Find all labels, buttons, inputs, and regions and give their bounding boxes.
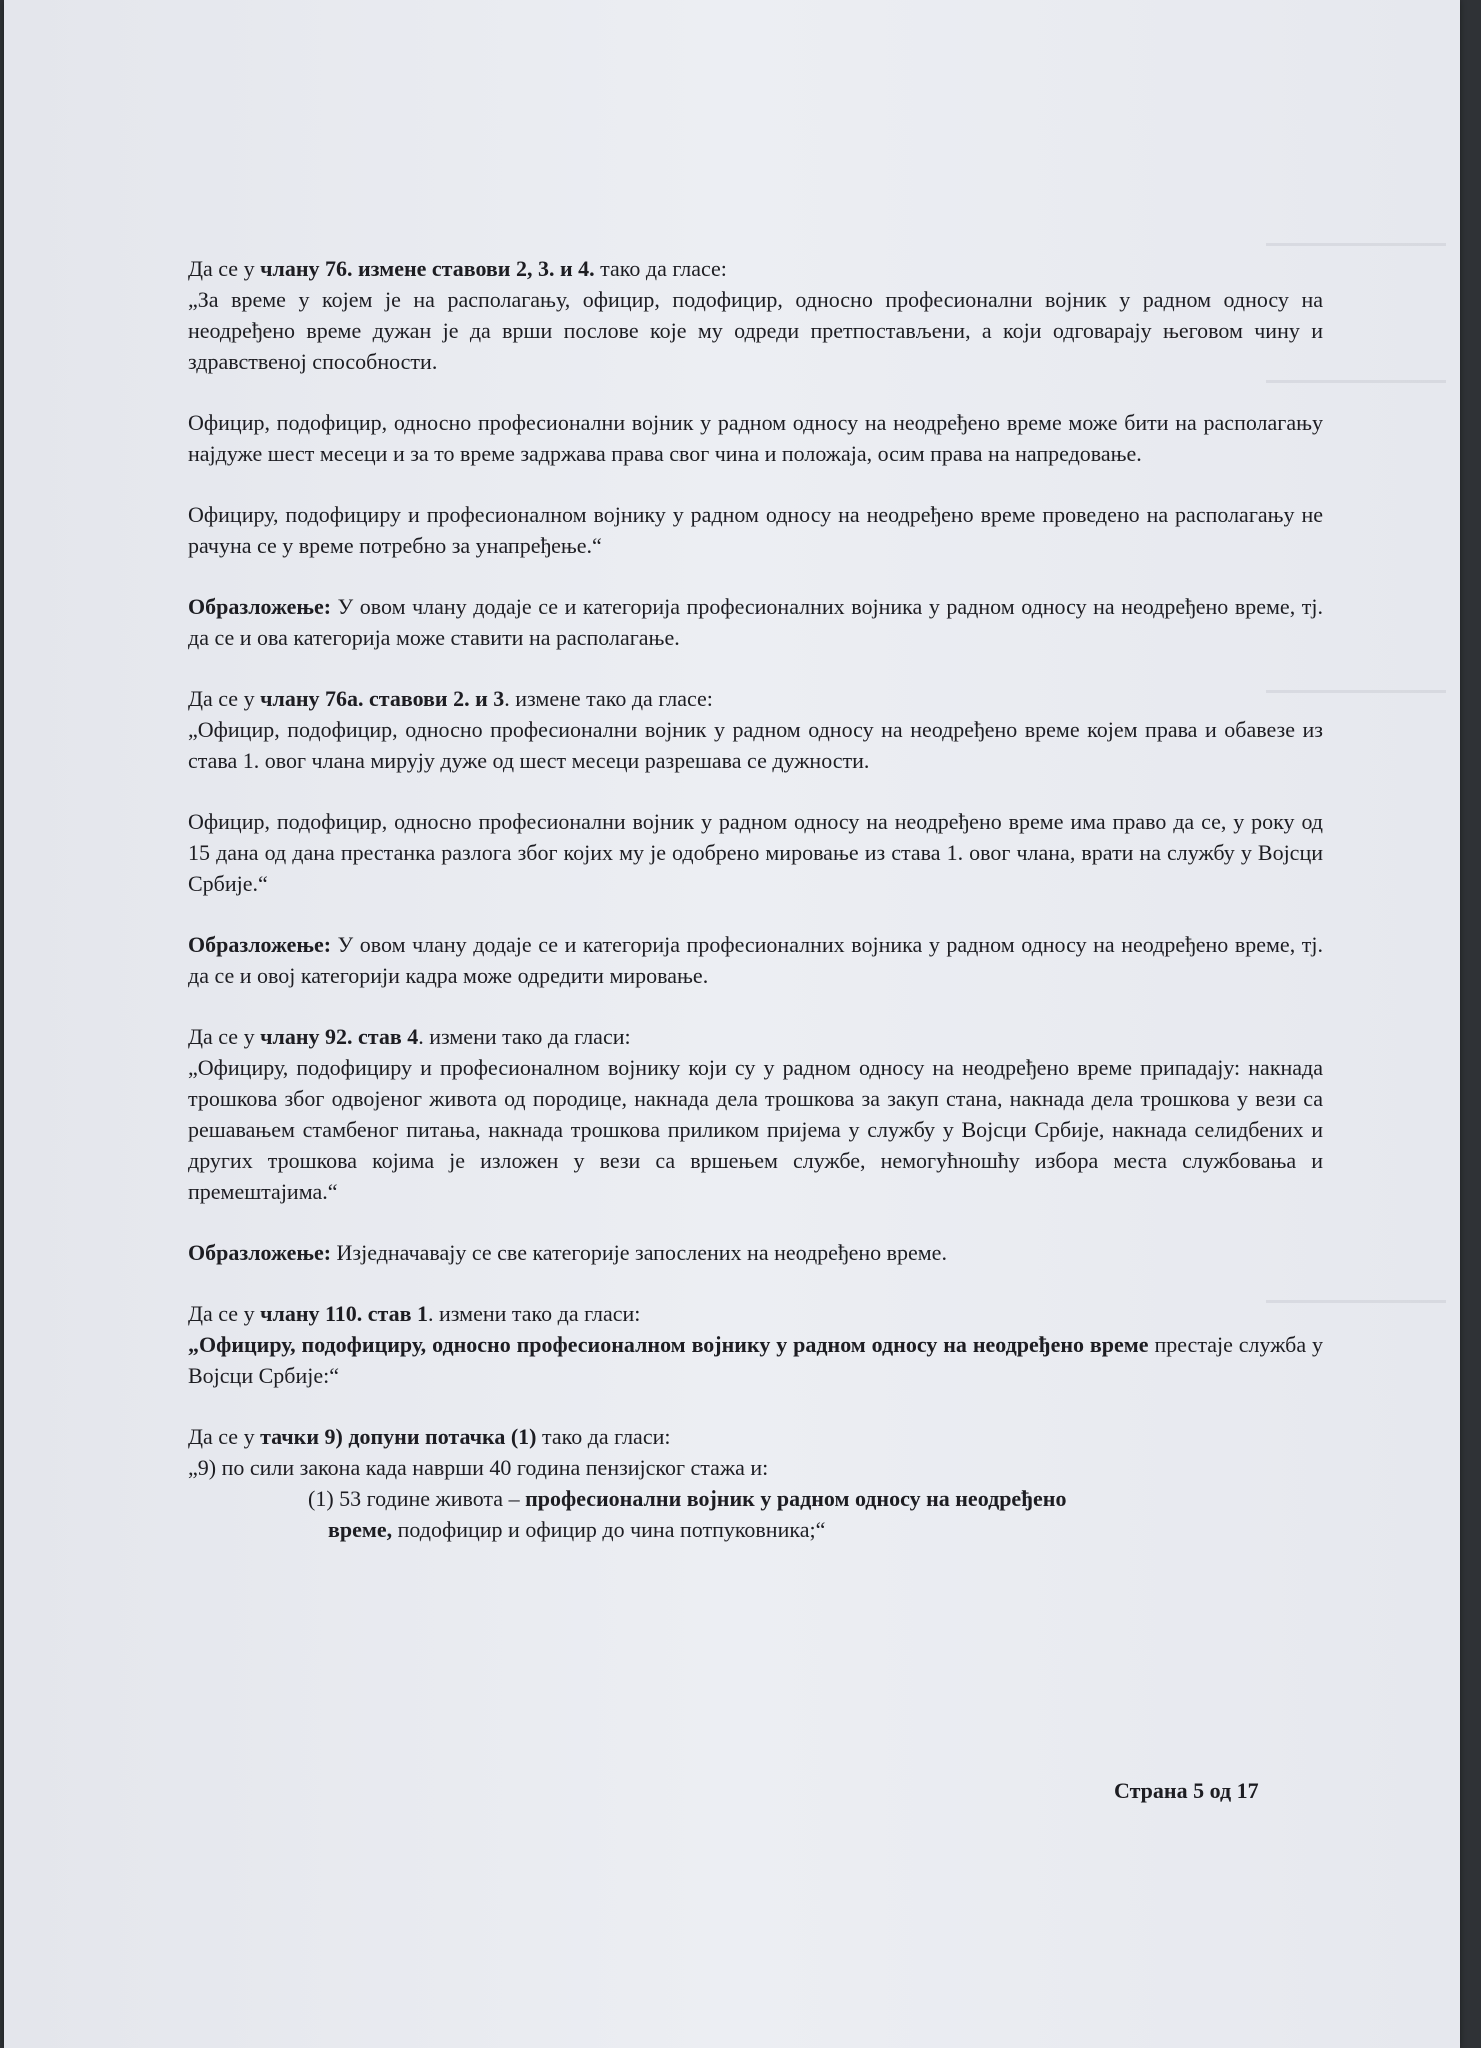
rationale — [188, 1237, 1323, 1268]
rationale-label: Образложење: — [188, 932, 332, 957]
section-article-110 — [188, 1298, 1323, 1391]
rationale-text: У овом члану додаје се и категорија професионалних војника у радном односу на неодређено време, тј. да се и овој категорији кадра може одредити мировање. — [188, 932, 1323, 988]
paragraph: „Официр, подофицир, односно професионални војник у радном односу на неодређено време којем права и обавезе из става 1. овог члана мирују дуже од шест месеци разрешава се дужности. — [188, 717, 1323, 773]
document-page — [4, 0, 1460, 2048]
section-intro: Да се у члану 76а. ставови 2. и 3. измене тако да гласе: — [188, 686, 713, 711]
rationale — [188, 929, 1323, 991]
rationale-text: У овом члану додаје се и категорија професионалних војника у радном односу на неодређено време, тј. да се и ова категорија може ставити на располагање. — [188, 594, 1323, 650]
rationale — [188, 591, 1323, 653]
list-item-continuation: време, подофицир и официр до чина потпуковника;“ — [328, 1517, 826, 1542]
paragraph: Официр, подофицир, односно професионални војник у радном односу на неодређено време има право да се, у року од 15 дана од дана престанка разлога због којих му је одобрено мировање из става 1. овог члана, врати на службу у Војсци Србије.“ — [188, 809, 1323, 896]
section-intro: Да се у члану 110. став 1. измени тако да гласи: — [188, 1301, 641, 1326]
list-item: (1) 53 године живота – професионални војник у радном односу на неодређено — [308, 1486, 1067, 1511]
section-intro: Да се у члану 92. став 4. измени тако да гласи: — [188, 1024, 631, 1049]
page-number: Страна 5 од 17 — [1114, 1778, 1259, 1803]
section-point-9 — [188, 1421, 1323, 1545]
paragraph: „За време у којем је на располагању, официр, подофицир, односно професионални војник у радном односу на неодређено време дужан је да врши послове које му одреди претпостављени, а који одговарају његовом чину и здравственој способности. — [188, 287, 1323, 374]
document-body — [188, 253, 1323, 1575]
paragraph: „Официру, подофициру и професионалном војнику који су у радном односу на неодређено време припадају: накнада трошкова због одвојеног живота од породице, накнада дела трошкова за закуп стана, накнада дела трошкова у вези са решавањем стамбеног питања, накнада трошкова приликом пријема у службу у Војсци Србије, накнада селидбених и других трошкова којима је изложен у вези са вршењем службе, немогућношћу избора места службовања и премештајима.“ — [188, 1055, 1323, 1204]
rationale-text: Изједначавају се све категорије запослених на неодређено време. — [331, 1240, 947, 1265]
section-intro: Да се у члану 76. измене ставови 2, 3. и 4. тако да гласе: — [188, 256, 727, 281]
section-article-76 — [188, 253, 1323, 377]
section-article-92 — [188, 1021, 1323, 1207]
rationale-label: Образложење: — [188, 1240, 332, 1265]
section-intro: Да се у тачки 9) допуни потачка (1) тако да гласи: — [188, 1424, 671, 1449]
show-through-line — [1266, 243, 1446, 246]
paragraph: Официру, подофициру и професионалном војнику у радном односу на неодређено време проведено на располагању не рачуна се у време потребно за унапређење.“ — [188, 502, 1323, 558]
section-article-76a — [188, 683, 1323, 776]
rationale-label: Образложење: — [188, 594, 332, 619]
paragraph: Официр, подофицир, односно професионални војник у радном односу на неодређено време може бити на располагању најдуже шест месеци и за то време задржава права свог чина и положаја, осим права на напредовање. — [188, 410, 1323, 466]
paragraph: „9) по сили закона када наврши 40 година пензијског стажа и: — [188, 1455, 769, 1480]
paragraph: „Официру, подофициру, односно професионалном војнику у радном односу на неодређено време престаје служба у Војсци Србије:“ — [188, 1332, 1323, 1388]
